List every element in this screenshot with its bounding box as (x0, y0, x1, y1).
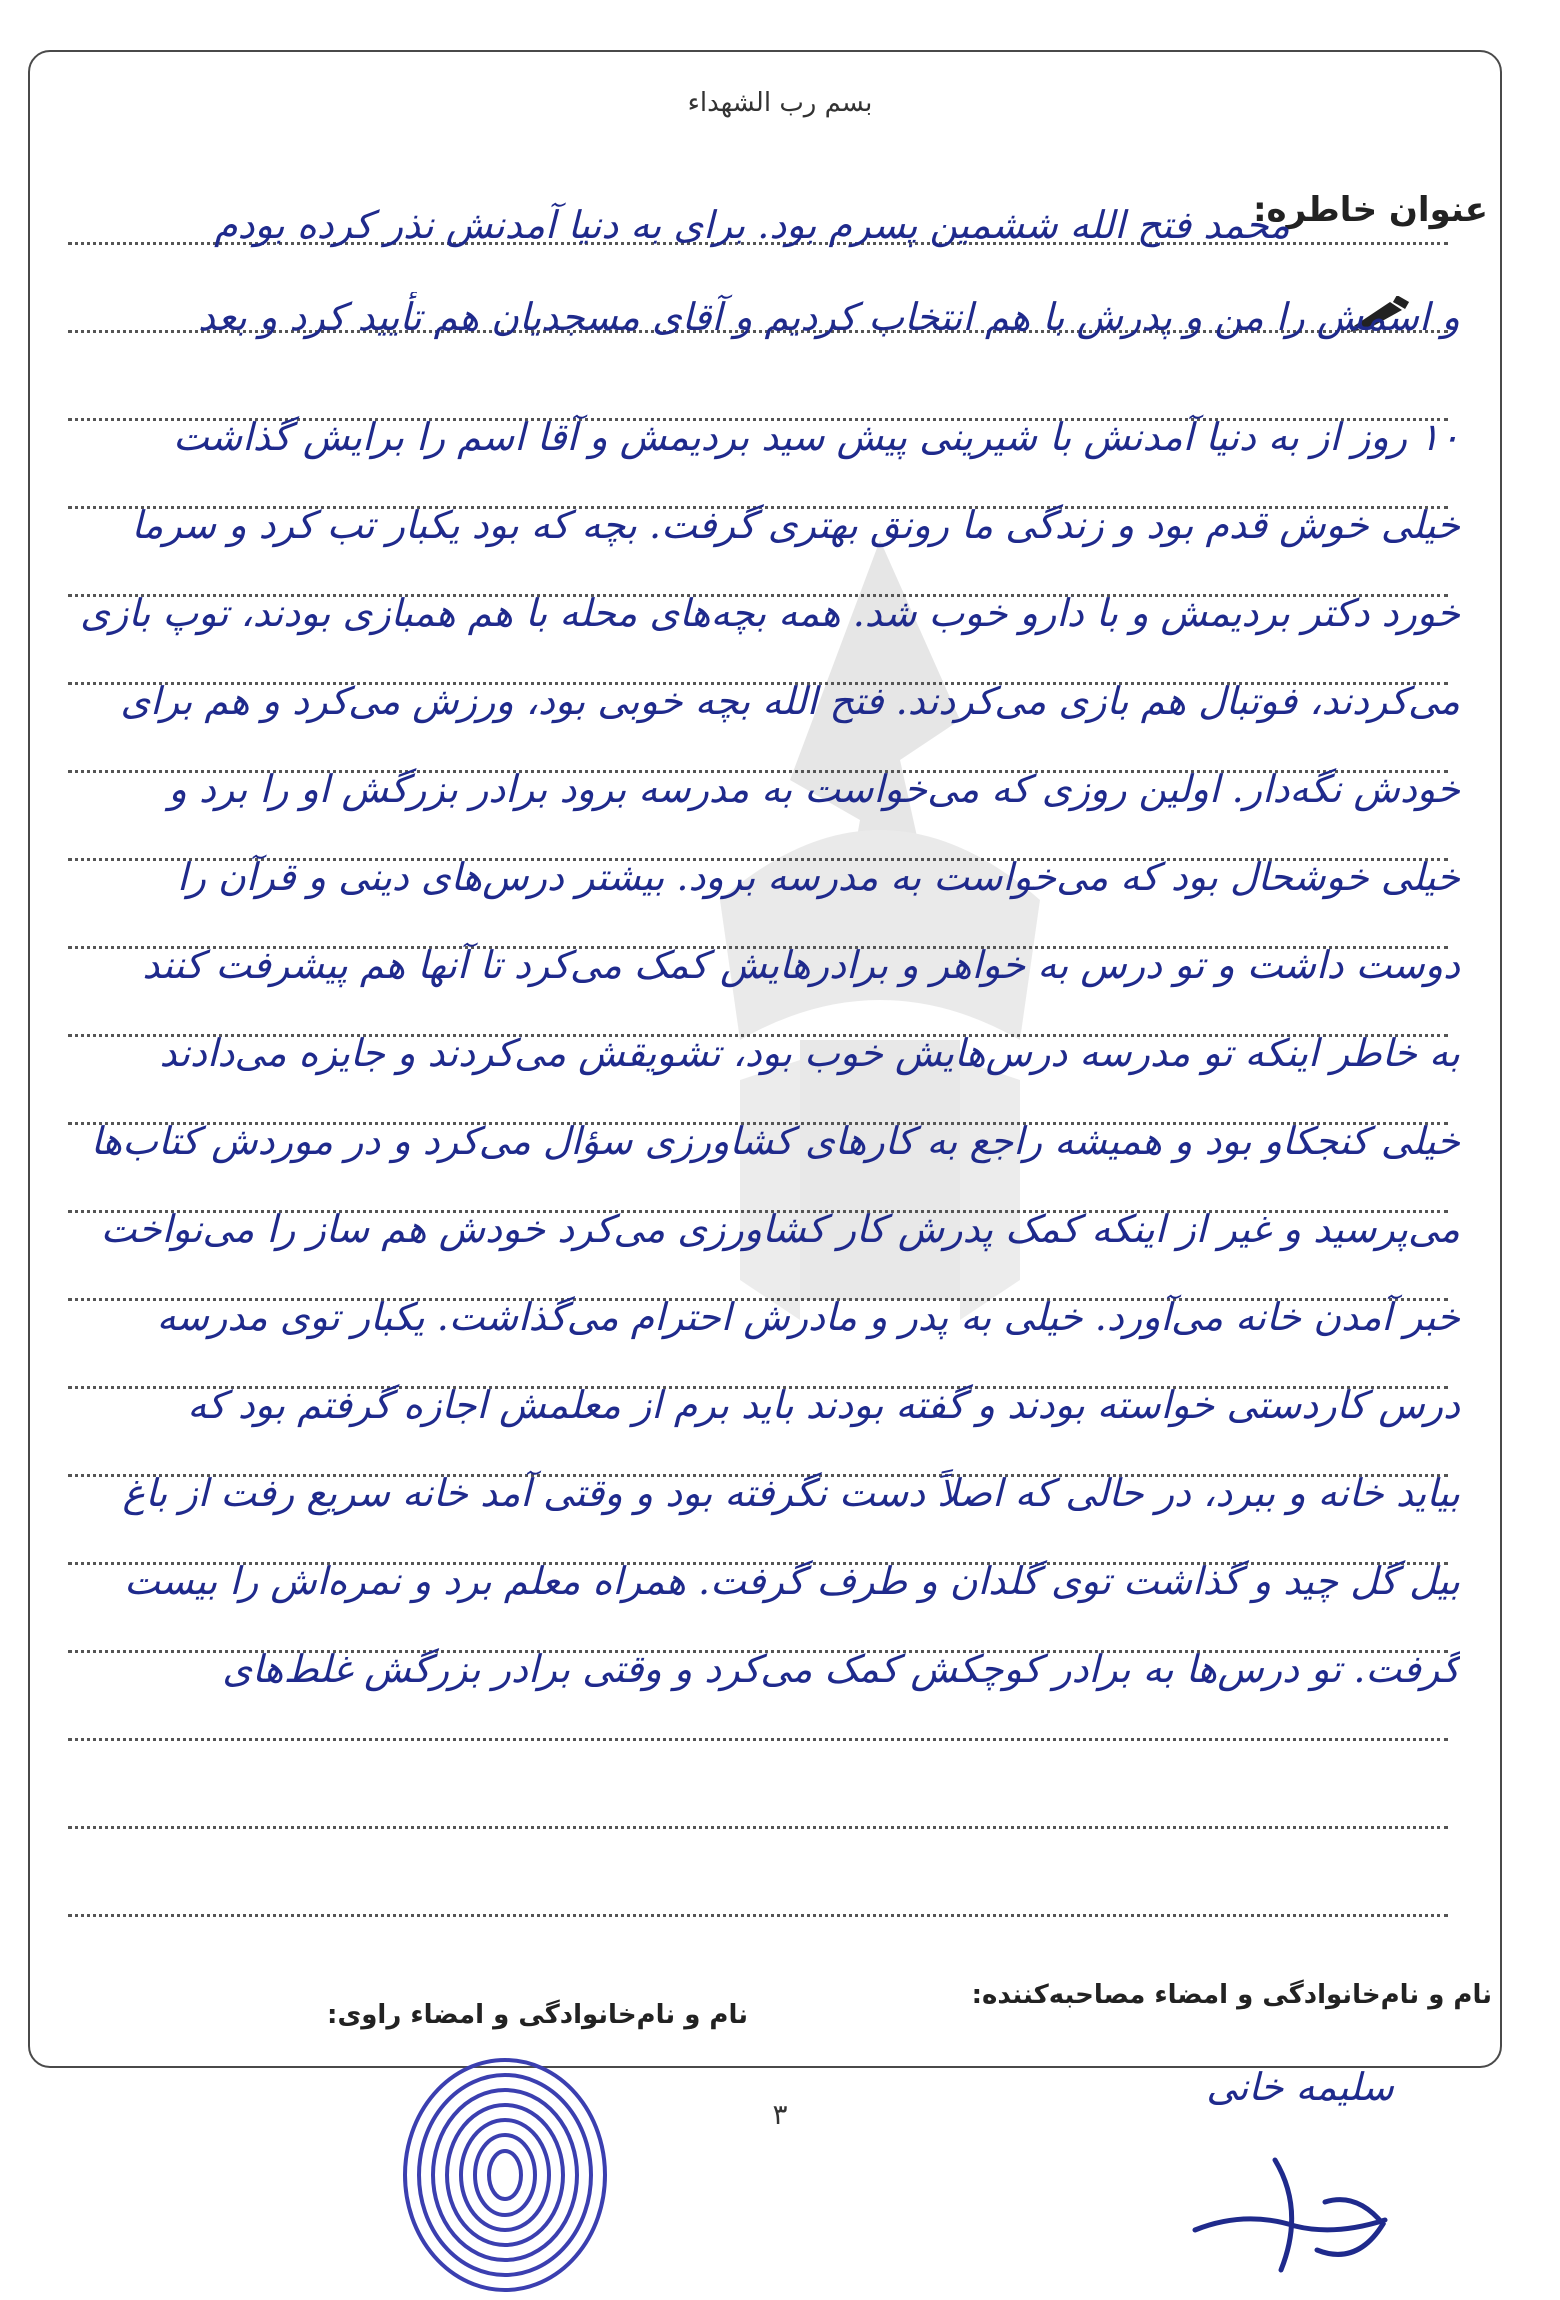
ruled-line (68, 1914, 1448, 1917)
fingerprint-icon (385, 2050, 625, 2300)
handwritten-line: و اسمش را من و پدرش با هم انتخاب کردیم و آقای مسجدیان هم تأیید کرد و بعد (198, 295, 1460, 339)
ruled-line (68, 1826, 1448, 1829)
page-number: ۳ (772, 2098, 788, 2131)
memory-title-label: عنوان خاطره: (1252, 190, 1488, 230)
handwritten-line: خیلی خوش قدم بود و زندگی ما رونق بهتری گرفت. بچه که بود یکبار تب کرد و سرما (131, 503, 1460, 547)
handwritten-line: محمد فتح الله ششمین پسرم بود. برای به دنیا آمدنش نذر کرده بودم (214, 203, 1290, 247)
handwritten-line: خیلی خوشحال بود که می‌خواست به مدرسه برود. بیشتر درس‌های دینی و قرآن را (177, 855, 1460, 899)
ruled-line (68, 1738, 1448, 1741)
handwritten-line: می‌پرسید و غیر از اینکه کمک پدرش کار کشاورزی می‌کرد خودش هم ساز را می‌نواخت (100, 1207, 1460, 1251)
handwritten-line: خودش نگه‌دار. اولین روزی که می‌خواست به مدرسه برود برادر بزرگش او را برد و (168, 767, 1460, 811)
handwritten-line: بیاید خانه و ببرد، در حالی که اصلاً دست نگرفته بود و وقتی آمد خانه سریع رفت از باغ (122, 1471, 1460, 1515)
handwritten-line: می‌کردند، فوتبال هم بازی می‌کردند. فتح الله بچه خوبی بود، ورزش می‌کرد و هم برای (120, 679, 1460, 723)
handwritten-line: گرفت. تو درس‌ها به برادر کوچکش کمک می‌کرد و وقتی برادر بزرگش غلط‌های (222, 1647, 1460, 1691)
handwritten-line: درس کاردستی خواسته بودند و گفته بودند باید برم از معلمش اجازه گرفتم بود که (187, 1383, 1460, 1427)
interviewer-signature-label: نام و نام‌خانوادگی و امضاء مصاحبه‌کننده: (971, 1980, 1492, 2010)
handwritten-line: بیل گل چید و گذاشت توی گلدان و طرف گرفت. همراه معلم برد و نمره‌اش را بیست (124, 1559, 1460, 1603)
handwritten-line: ۱۰ روز از به دنیا آمدنش با شیرینی پیش سید بردیمش و آقا اسم را برایش گذاشت (173, 415, 1460, 459)
signature-name: سلیمه خانی (1206, 2065, 1394, 2109)
handwritten-line: خبر آمدن خانه می‌آورد. خیلی به پدر و مادرش احترام می‌گذاشت. یکبار توی مدرسه (156, 1295, 1460, 1339)
handwritten-line: خورد دکتر بردیمش و با دارو خوب شد. همه بچه‌های محله با هم همبازی بودند، توپ بازی (80, 591, 1460, 635)
narrator-signature-label: نام و نام‌خانوادگی و امضاء راوی: (327, 2000, 748, 2030)
handwritten-line: خیلی کنجکاو بود و همیشه راجع به کارهای کشاورزی سؤال می‌کرد و در موردش کتاب‌ها (90, 1119, 1460, 1163)
page-header-title: بسم رب الشهداء (687, 88, 873, 118)
signature-icon (1185, 2140, 1415, 2290)
handwritten-line: به خاطر اینکه تو مدرسه درس‌هایش خوب بود، تشویقش می‌کردند و جایزه می‌دادند (159, 1031, 1460, 1075)
handwritten-line: دوست داشت و تو درس به خواهر و برادرهایش کمک می‌کرد تا آنها هم پیشرفت کنند (142, 943, 1460, 987)
